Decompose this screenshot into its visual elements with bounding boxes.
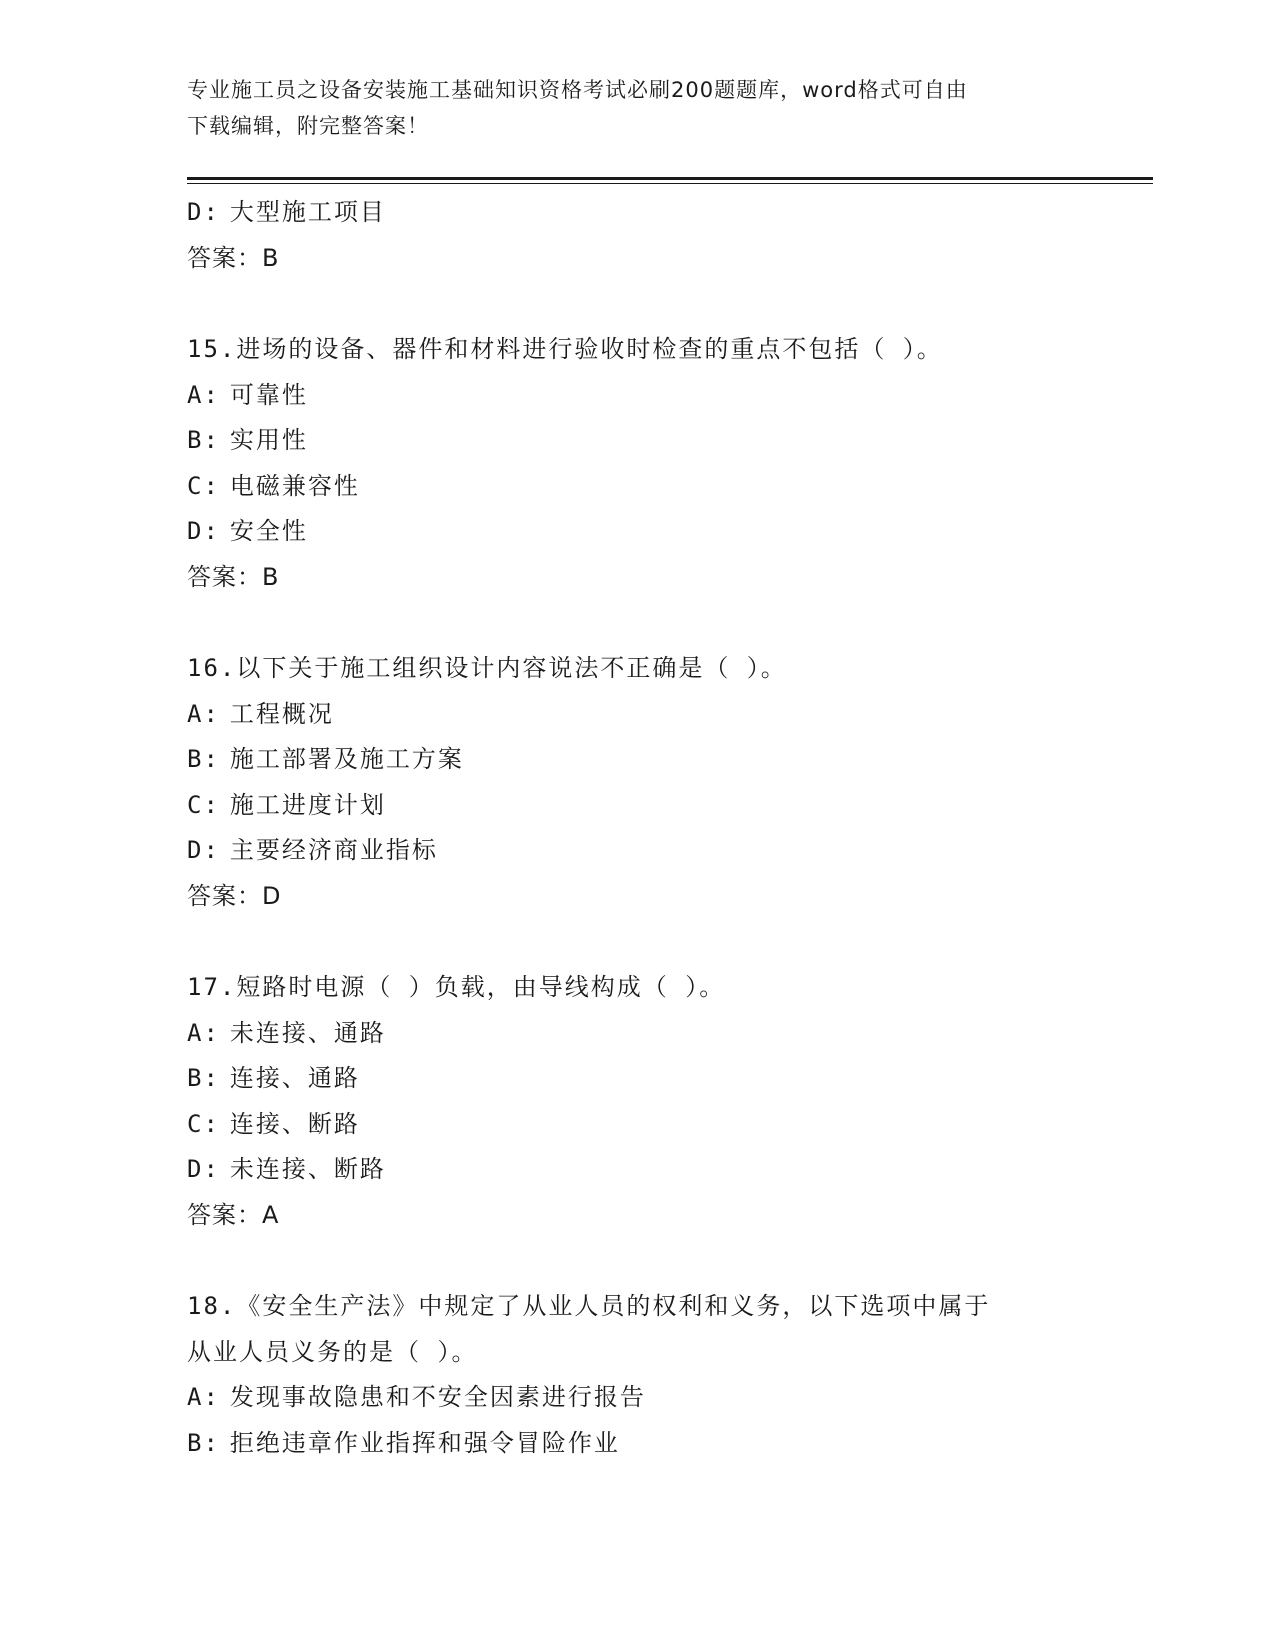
option-text: 连接、断路 (229, 1109, 360, 1138)
header-rule-thick (187, 177, 1153, 180)
question-18-stem-line-2: 从业人员义务的是（ ）。 (187, 1337, 478, 1366)
option-text: 工程概况 (229, 699, 334, 728)
option-text: 可靠性 (229, 380, 308, 409)
prev-answer: 答案：B (187, 243, 280, 272)
option-text: 施工进度计划 (229, 790, 386, 819)
option-label: B: (187, 1064, 220, 1092)
option-label: D: (187, 836, 220, 864)
option-label: D: (187, 198, 220, 226)
option-label: A: (187, 380, 220, 409)
question-16-option-a (187, 692, 1153, 738)
option-text: 实用性 (229, 426, 308, 454)
question-17-answer: 答案：A (187, 1200, 280, 1229)
prev-option-d (187, 190, 1153, 236)
option-label: C: (187, 1109, 220, 1138)
option-label: D: (187, 1155, 220, 1183)
option-label: A: (187, 699, 220, 728)
option-label: A: (187, 1383, 220, 1411)
option-text: 未连接、通路 (229, 1018, 386, 1047)
option-label: B: (187, 426, 220, 454)
option-text: 发现事故隐患和不安全因素进行报告 (229, 1383, 646, 1411)
option-text: 施工部署及施工方案 (229, 745, 464, 773)
question-17-option-a (187, 1011, 1153, 1057)
question-16-option-d (187, 828, 1153, 874)
option-text: 主要经济商业指标 (229, 836, 438, 864)
header-line-2: 下载编辑，附完整答案！ (187, 114, 429, 138)
question-16-option-c (187, 783, 1153, 829)
header-line-1: 专业施工员之设备安装施工基础知识资格考试必刷200题题库，word格式可自由 (187, 78, 968, 102)
question-16-option-b (187, 737, 1153, 783)
question-15-option-d (187, 509, 1153, 555)
question-15-answer: 答案：B (187, 562, 280, 591)
question-15-option-c (187, 464, 1153, 510)
document-header (187, 72, 1067, 144)
question-18-option-b (187, 1421, 1153, 1467)
option-text: 拒绝违章作业指挥和强令冒险作业 (229, 1428, 620, 1457)
header-rule-thin (187, 183, 1153, 184)
option-label: C: (187, 471, 220, 500)
question-17-option-b (187, 1056, 1153, 1102)
option-label: C: (187, 790, 220, 819)
question-18-option-a (187, 1375, 1153, 1421)
option-text: 安全性 (229, 517, 308, 545)
option-text: 连接、通路 (229, 1064, 360, 1092)
option-text: 大型施工项目 (229, 198, 386, 226)
question-18-stem-line-1: 18.《安全生产法》中规定了从业人员的权利和义务，以下选项中属于 (187, 1292, 991, 1320)
option-label: D: (187, 517, 220, 545)
question-17-option-d (187, 1147, 1153, 1193)
question-16-answer: 答案：D (187, 881, 282, 910)
question-15-option-b (187, 418, 1153, 464)
option-label: B: (187, 1428, 220, 1457)
question-16-stem: 16.以下关于施工组织设计内容说法不正确是（ ）。 (187, 654, 787, 682)
option-text: 未连接、断路 (229, 1155, 386, 1183)
option-label: B: (187, 745, 220, 773)
option-label: A: (187, 1018, 220, 1047)
question-17-stem: 17.短路时电源（ ）负载，由导线构成（ ）。 (187, 973, 726, 1001)
question-content (187, 190, 1153, 1466)
question-15-option-a (187, 373, 1153, 419)
option-text: 电磁兼容性 (229, 471, 360, 500)
question-17-option-c (187, 1102, 1153, 1148)
question-15-stem: 15.进场的设备、器件和材料进行验收时检查的重点不包括（ ）。 (187, 335, 943, 363)
